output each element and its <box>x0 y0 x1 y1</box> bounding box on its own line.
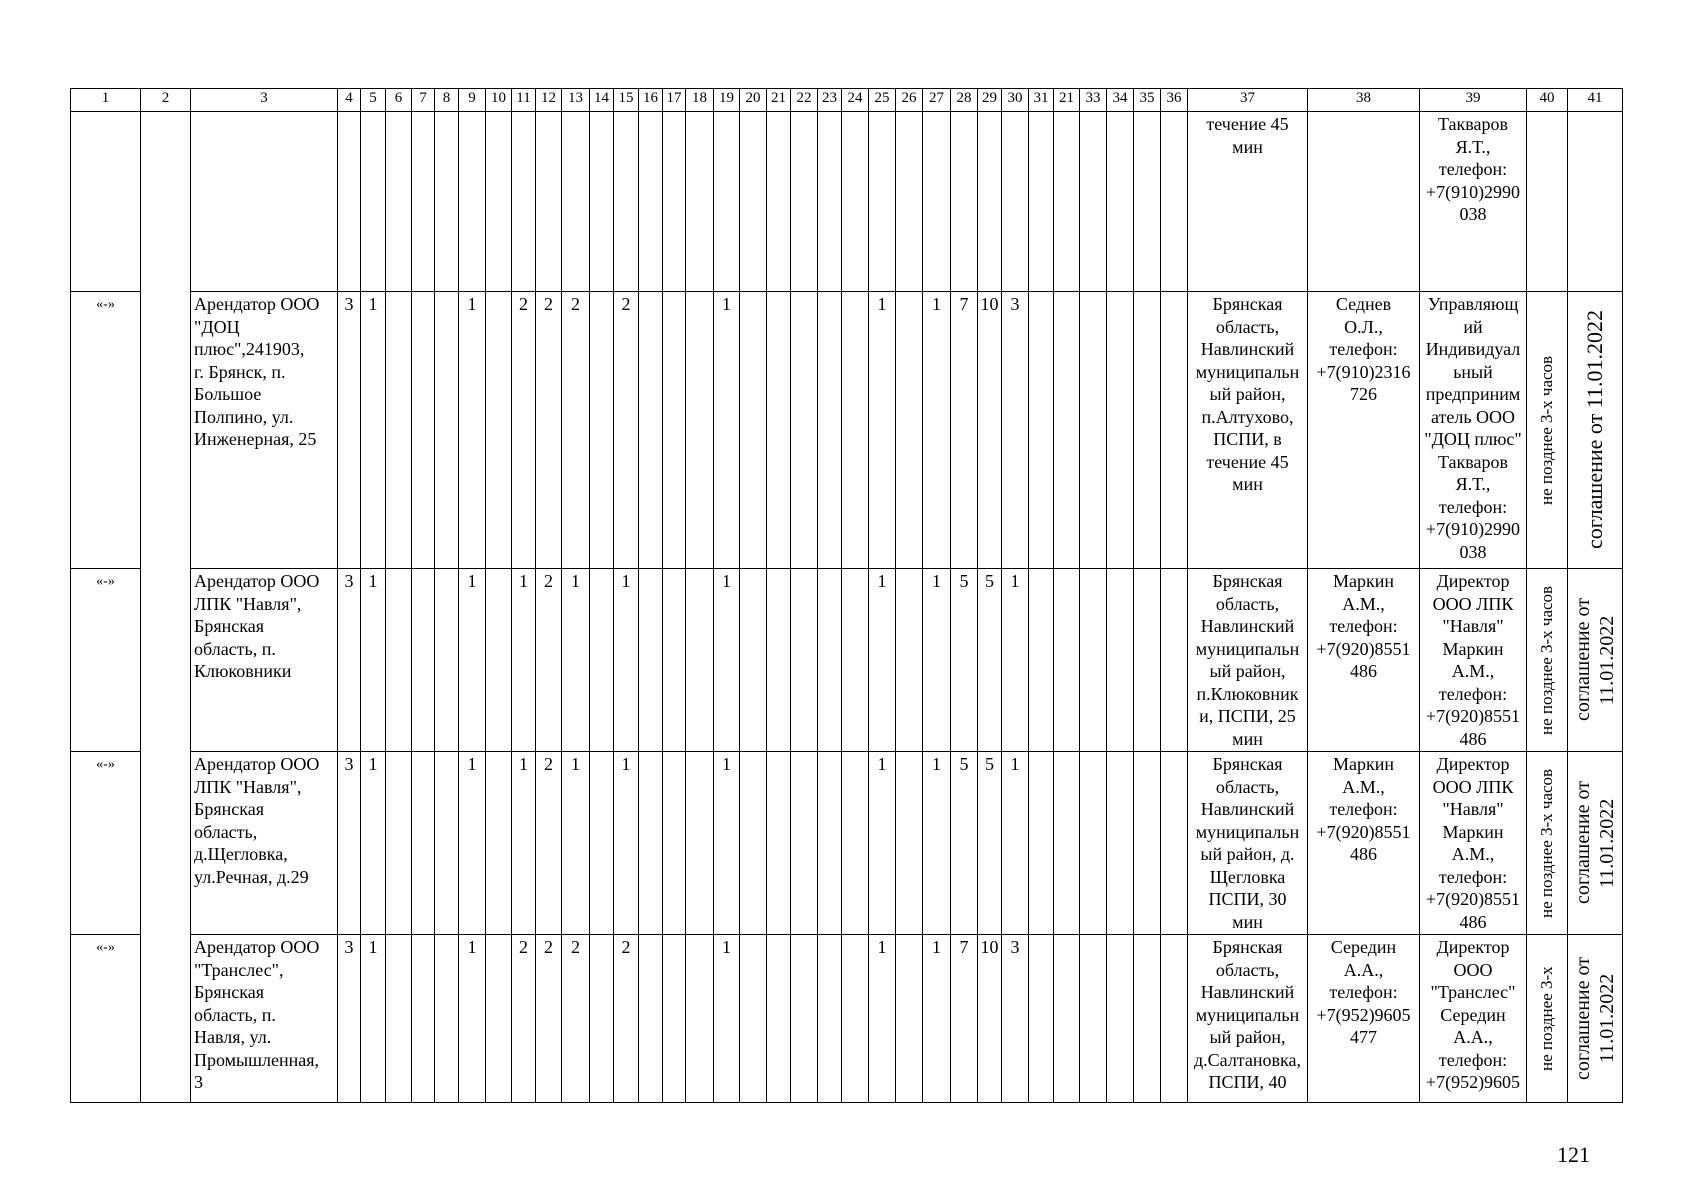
value-cell <box>485 934 512 1103</box>
column-header: 27 <box>922 88 951 112</box>
value-cell: 1 <box>511 568 536 752</box>
value-cell: 1 <box>1001 751 1029 935</box>
value-cell: 2 <box>511 934 536 1103</box>
value-cell <box>561 111 590 292</box>
value-cell <box>662 291 686 569</box>
value-cell <box>589 111 614 292</box>
value-cell <box>1160 934 1188 1103</box>
value-cell <box>1079 751 1107 935</box>
column-header: 17 <box>662 88 686 112</box>
value-cell <box>589 751 614 935</box>
value-cell <box>1160 111 1188 292</box>
schedule-table <box>70 88 1648 1102</box>
value-cell <box>458 111 486 292</box>
column-header: 11 <box>511 88 536 112</box>
column-header: 4 <box>337 88 361 112</box>
value-cell: 1 <box>922 291 951 569</box>
value-cell <box>1133 568 1161 752</box>
manager-cell: Директор ООО "Транслес" Середин А.А., телефон: +7(952)9605 <box>1419 934 1527 1103</box>
value-cell <box>589 934 614 1103</box>
value-cell <box>1133 934 1161 1103</box>
column-header: 31 <box>1028 88 1054 112</box>
value-cell <box>589 291 614 569</box>
value-cell <box>434 111 459 292</box>
column-header: 40 <box>1526 88 1568 112</box>
column-header: 22 <box>790 88 818 112</box>
row-mark: «-» <box>70 291 141 569</box>
location-cell: Брянская область, Навлинский муниципальн ый район, д. Щегловка ПСПИ, 30 мин <box>1187 751 1308 935</box>
value-cell <box>685 291 714 569</box>
lessee-address: Арендатор ООО "ДОЦ плюс",241903, г. Брянск, п. Большое Полпино, ул. Инженерная, 25 <box>190 291 338 569</box>
value-cell: 7 <box>950 934 978 1103</box>
column-header: 12 <box>535 88 562 112</box>
value-cell: 1 <box>868 934 896 1103</box>
location-cell: течение 45 мин <box>1187 111 1308 292</box>
value-cell <box>1001 111 1029 292</box>
value-cell <box>739 291 767 569</box>
contact-cell: Середин А.А., телефон: +7(952)9605 477 <box>1307 934 1420 1103</box>
column-header: 10 <box>485 88 512 112</box>
value-cell <box>817 568 842 752</box>
location-cell: Брянская область, Навлинский муниципальн ый район, д.Салтановка, ПСПИ, 40 <box>1187 934 1308 1103</box>
value-cell: 1 <box>360 568 386 752</box>
column-header: 18 <box>685 88 714 112</box>
value-cell <box>1028 568 1054 752</box>
value-cell <box>535 111 562 292</box>
value-cell <box>790 111 818 292</box>
value-cell: 3 <box>1001 934 1029 1103</box>
agreement-cell <box>1567 111 1623 292</box>
value-cell <box>766 934 791 1103</box>
value-cell: 5 <box>977 568 1002 752</box>
column-header: 8 <box>434 88 459 112</box>
value-cell <box>638 751 663 935</box>
column-header: 6 <box>385 88 412 112</box>
value-cell <box>1133 111 1161 292</box>
lessee-address: Арендатор ООО ЛПК "Навля", Брянская область, п. Клюковники <box>190 568 338 752</box>
value-cell: 1 <box>561 751 590 935</box>
value-cell: 2 <box>535 751 562 935</box>
value-cell <box>790 934 818 1103</box>
value-cell <box>434 291 459 569</box>
column-header: 5 <box>360 88 386 112</box>
value-cell <box>662 111 686 292</box>
column-header: 7 <box>411 88 435 112</box>
value-cell <box>434 934 459 1103</box>
value-cell: 10 <box>977 291 1002 569</box>
value-cell: 1 <box>360 291 386 569</box>
page-number: 121 <box>1557 1142 1590 1167</box>
value-cell: 7 <box>950 291 978 569</box>
value-cell: 3 <box>337 568 361 752</box>
value-cell <box>411 568 435 752</box>
lessee-address: Арендатор ООО "Транслес", Брянская область, п. Навля, ул. Промышленная, 3 <box>190 934 338 1103</box>
value-cell <box>613 111 639 292</box>
value-cell <box>485 568 512 752</box>
manager-cell: Такваров Я.Т., телефон: +7(910)2990 038 <box>1419 111 1527 292</box>
row-mark: «-» <box>70 751 141 935</box>
value-cell: 1 <box>613 568 639 752</box>
value-cell <box>411 934 435 1103</box>
value-cell <box>739 111 767 292</box>
value-cell <box>1160 291 1188 569</box>
value-cell <box>1079 291 1107 569</box>
value-cell: 5 <box>950 568 978 752</box>
value-cell <box>360 111 386 292</box>
column-header: 24 <box>841 88 869 112</box>
value-cell: 2 <box>535 568 562 752</box>
value-cell: 1 <box>922 751 951 935</box>
value-cell <box>1053 291 1080 569</box>
column-header: 21 <box>1053 88 1080 112</box>
value-cell <box>685 568 714 752</box>
value-cell <box>895 568 923 752</box>
value-cell <box>1160 751 1188 935</box>
value-cell <box>638 934 663 1103</box>
location-cell: Брянская область, Навлинский муниципальн ый район, п.Алтухово, ПСПИ, в течение 45 мин <box>1187 291 1308 569</box>
value-cell: 1 <box>458 568 486 752</box>
value-cell <box>1053 111 1080 292</box>
value-cell <box>638 568 663 752</box>
agreement-cell: соглашение от 11.01.2022 <box>1567 291 1623 569</box>
value-cell: 1 <box>458 934 486 1103</box>
value-cell: 1 <box>360 934 386 1103</box>
value-cell <box>790 751 818 935</box>
column-header: 20 <box>739 88 767 112</box>
value-cell <box>411 291 435 569</box>
contact-cell: Маркин А.М., телефон: +7(920)8551 486 <box>1307 568 1420 752</box>
manager-cell: Директор ООО ЛПК "Навля" Маркин А.М., телефон: +7(920)8551 486 <box>1419 751 1527 935</box>
column-header: 35 <box>1133 88 1161 112</box>
value-cell <box>817 934 842 1103</box>
value-cell: 1 <box>868 751 896 935</box>
value-cell <box>1028 291 1054 569</box>
value-cell <box>385 934 412 1103</box>
column-header: 37 <box>1187 88 1308 112</box>
column-header: 36 <box>1160 88 1188 112</box>
value-cell: 1 <box>868 291 896 569</box>
value-cell: 2 <box>535 291 562 569</box>
column-header: 2 <box>140 88 191 112</box>
value-cell <box>485 291 512 569</box>
value-cell: 1 <box>1001 568 1029 752</box>
value-cell <box>841 751 869 935</box>
value-cell: 1 <box>613 751 639 935</box>
contact-cell: Маркин А.М., телефон: +7(920)8551 486 <box>1307 751 1420 935</box>
column-header: 26 <box>895 88 923 112</box>
value-cell <box>685 934 714 1103</box>
value-cell: 1 <box>360 751 386 935</box>
value-cell <box>1133 751 1161 935</box>
value-cell: 3 <box>337 934 361 1103</box>
value-cell <box>638 291 663 569</box>
column-header: 21 <box>766 88 791 112</box>
value-cell <box>1028 111 1054 292</box>
value-cell: 2 <box>535 934 562 1103</box>
value-cell <box>766 751 791 935</box>
column-header: 39 <box>1419 88 1527 112</box>
value-cell <box>662 934 686 1103</box>
value-cell: 2 <box>511 291 536 569</box>
value-cell <box>662 751 686 935</box>
row-mark: «-» <box>70 934 141 1103</box>
value-cell <box>739 934 767 1103</box>
manager-cell: Директор ООО ЛПК "Навля" Маркин А.М., телефон: +7(920)8551 486 <box>1419 568 1527 752</box>
value-cell <box>922 111 951 292</box>
value-cell <box>1106 751 1134 935</box>
column-header: 28 <box>950 88 978 112</box>
value-cell <box>685 111 714 292</box>
manager-cell: Управляющ ий Индивидуал ьный предприним атель ООО "ДОЦ плюс" Такваров Я.Т., телефон: +7(910)2990 038 <box>1419 291 1527 569</box>
value-cell <box>411 751 435 935</box>
value-cell <box>685 751 714 935</box>
merged-column-2 <box>140 111 191 1103</box>
value-cell <box>1106 291 1134 569</box>
value-cell: 1 <box>868 568 896 752</box>
value-cell: 1 <box>922 934 951 1103</box>
value-cell: 10 <box>977 934 1002 1103</box>
deadline-cell <box>1526 111 1568 292</box>
agreement-cell: соглашение от 11.01.2022 <box>1567 751 1623 935</box>
contact-cell <box>1307 111 1420 292</box>
lessee-address: Арендатор ООО ЛПК "Навля", Брянская область, д.Щегловка, ул.Речная, д.29 <box>190 751 338 935</box>
value-cell <box>841 934 869 1103</box>
value-cell <box>868 111 896 292</box>
column-header: 25 <box>868 88 896 112</box>
value-cell: 1 <box>713 291 740 569</box>
column-header: 1 <box>70 88 141 112</box>
value-cell: 2 <box>561 934 590 1103</box>
deadline-cell: не позднее 3-х <box>1526 934 1568 1103</box>
value-cell <box>385 291 412 569</box>
value-cell: 2 <box>561 291 590 569</box>
row-mark <box>70 111 141 292</box>
column-header: 15 <box>613 88 639 112</box>
value-cell: 1 <box>511 751 536 935</box>
agreement-cell: соглашение от 11.01.2022 <box>1567 934 1623 1103</box>
value-cell: 3 <box>337 291 361 569</box>
value-cell <box>895 751 923 935</box>
value-cell <box>1133 291 1161 569</box>
value-cell: 3 <box>337 751 361 935</box>
column-header: 16 <box>638 88 663 112</box>
value-cell <box>841 111 869 292</box>
value-cell <box>977 111 1002 292</box>
value-cell <box>385 751 412 935</box>
value-cell <box>337 111 361 292</box>
value-cell <box>766 111 791 292</box>
value-cell <box>1160 568 1188 752</box>
value-cell <box>950 111 978 292</box>
column-header: 3 <box>190 88 338 112</box>
deadline-cell: не позднее 3-х часов <box>1526 291 1568 569</box>
value-cell: 2 <box>613 291 639 569</box>
value-cell <box>790 568 818 752</box>
value-cell <box>1079 111 1107 292</box>
value-cell <box>895 934 923 1103</box>
value-cell: 5 <box>950 751 978 935</box>
value-cell <box>1028 751 1054 935</box>
value-cell <box>434 568 459 752</box>
value-cell <box>817 751 842 935</box>
value-cell <box>1053 934 1080 1103</box>
column-header: 13 <box>561 88 590 112</box>
column-header: 23 <box>817 88 842 112</box>
value-cell <box>817 291 842 569</box>
value-cell: 1 <box>561 568 590 752</box>
value-cell: 1 <box>713 934 740 1103</box>
column-header: 29 <box>977 88 1002 112</box>
value-cell <box>766 568 791 752</box>
column-header: 9 <box>458 88 486 112</box>
value-cell <box>589 568 614 752</box>
value-cell <box>1106 934 1134 1103</box>
value-cell <box>411 111 435 292</box>
value-cell: 5 <box>977 751 1002 935</box>
value-cell <box>1106 568 1134 752</box>
value-cell <box>434 751 459 935</box>
deadline-cell: не позднее 3-х часов <box>1526 751 1568 935</box>
column-header: 34 <box>1106 88 1134 112</box>
value-cell <box>841 291 869 569</box>
column-header: 41 <box>1567 88 1623 112</box>
value-cell: 3 <box>1001 291 1029 569</box>
column-header: 14 <box>589 88 614 112</box>
value-cell <box>841 568 869 752</box>
value-cell <box>1079 934 1107 1103</box>
value-cell: 1 <box>922 568 951 752</box>
value-cell <box>1028 934 1054 1103</box>
value-cell <box>895 111 923 292</box>
value-cell <box>511 111 536 292</box>
value-cell: 1 <box>713 568 740 752</box>
value-cell: 1 <box>458 291 486 569</box>
agreement-cell: соглашение от 11.01.2022 <box>1567 568 1623 752</box>
value-cell <box>713 111 740 292</box>
value-cell: 2 <box>613 934 639 1103</box>
value-cell <box>895 291 923 569</box>
lessee-address <box>190 111 338 292</box>
value-cell: 1 <box>713 751 740 935</box>
value-cell <box>1053 751 1080 935</box>
column-header: 30 <box>1001 88 1029 112</box>
location-cell: Брянская область, Навлинский муниципальн ый район, п.Клюковник и, ПСПИ, 25 мин <box>1187 568 1308 752</box>
value-cell <box>1053 568 1080 752</box>
deadline-cell: не позднее 3-х часов <box>1526 568 1568 752</box>
value-cell <box>739 568 767 752</box>
column-header: 33 <box>1079 88 1107 112</box>
value-cell <box>766 291 791 569</box>
value-cell <box>1106 111 1134 292</box>
value-cell <box>385 111 412 292</box>
value-cell <box>485 751 512 935</box>
value-cell <box>638 111 663 292</box>
value-cell <box>790 291 818 569</box>
column-header: 38 <box>1307 88 1420 112</box>
contact-cell: Седнев О.Л., телефон: +7(910)2316 726 <box>1307 291 1420 569</box>
value-cell <box>817 111 842 292</box>
value-cell <box>385 568 412 752</box>
value-cell <box>485 111 512 292</box>
value-cell <box>739 751 767 935</box>
row-mark: «-» <box>70 568 141 752</box>
value-cell <box>1079 568 1107 752</box>
column-header: 19 <box>713 88 740 112</box>
value-cell <box>662 568 686 752</box>
value-cell: 1 <box>458 751 486 935</box>
